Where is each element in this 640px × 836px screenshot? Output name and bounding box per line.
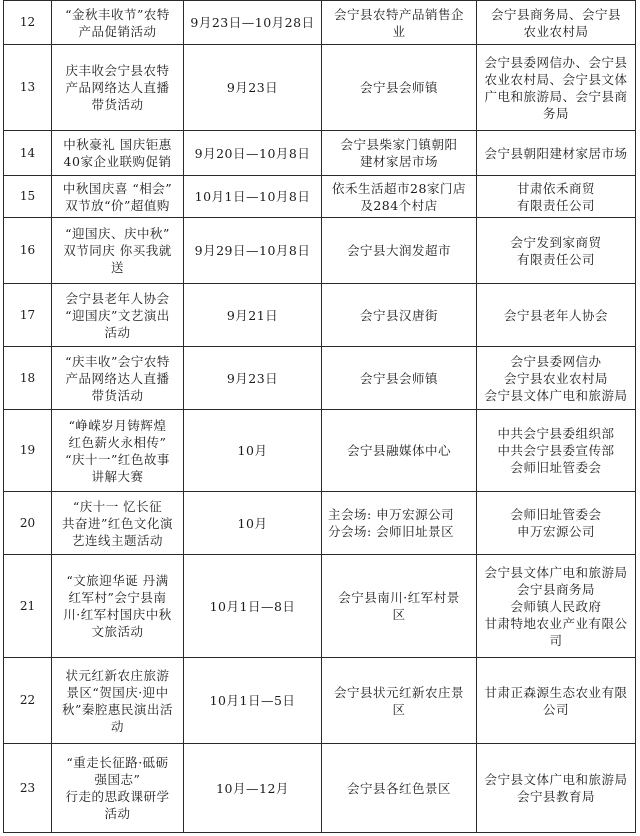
event-name: “迎国庆、庆中秋” 双节同庆 你买我就 送 (52, 218, 184, 284)
event-name: 庆丰收会宁县农特 产品网络达人直播 带货活动 (52, 45, 184, 131)
row-number: 17 (4, 284, 52, 347)
event-location: 会宁县大润发超市 (322, 218, 477, 284)
row-number: 22 (4, 658, 52, 744)
events-table (3, 0, 636, 833)
event-location: 依禾生活超市28家门店 及284个村店 (322, 176, 477, 218)
event-location: 会宁县农特产品销售企 业 (322, 1, 477, 45)
event-name: “庆十一 忆长征 共奋进”红色文化演 艺连线主题活动 (52, 492, 184, 555)
row-number: 21 (4, 555, 52, 658)
table-row (4, 744, 636, 833)
table-row (4, 1, 636, 45)
table-row (4, 347, 636, 410)
row-number: 14 (4, 131, 52, 176)
event-location: 会宁县融媒体中心 (322, 410, 477, 492)
event-organizer: 甘肃依禾商贸 有限责任公司 (477, 176, 636, 218)
event-organizer: 会宁发到家商贸 有限责任公司 (477, 218, 636, 284)
event-name: 会宁县老年人协会 “迎国庆”文艺演出 活动 (52, 284, 184, 347)
event-name: “庆丰收”会宁农特 产品网络达人直播 带货活动 (52, 347, 184, 410)
event-name: “文旅迎华诞 丹满 红军村”会宁县南 川·红军村国庆中秋 文旅活动 (52, 555, 184, 658)
table-row (4, 176, 636, 218)
event-time: 9月23日—10月28日 (184, 1, 322, 45)
table-row (4, 284, 636, 347)
event-organizer: 会宁县文体广电和旅游局 会宁县商务局 会师镇人民政府 甘肃特地农业产业有限公司 (477, 555, 636, 658)
event-organizer: 会宁县委网信办 会宁县农业农村局 会宁县文体广电和旅游局 (477, 347, 636, 410)
event-location: 会宁县状元红新农庄景 区 (322, 658, 477, 744)
table-row (4, 131, 636, 176)
event-time: 10月1日—5日 (184, 658, 322, 744)
event-organizer: 会宁县文体广电和旅游局 会宁县教育局 (477, 744, 636, 833)
row-number: 20 (4, 492, 52, 555)
event-time: 9月23日 (184, 45, 322, 131)
table-row (4, 492, 636, 555)
event-location: 会宁县汉唐街 (322, 284, 477, 347)
event-name: 中秋国庆喜 “相会” 双节放“价”超值购 (52, 176, 184, 218)
event-name: 状元红新农庄旅游 景区“贺国庆·迎中 秋”秦腔惠民演出活 动 (52, 658, 184, 744)
event-name: 中秋豪礼 国庆钜惠 40家企业联购促销 (52, 131, 184, 176)
table-row (4, 658, 636, 744)
event-location: 主会场: 申万宏源公司 分会场: 会师旧址景区 (322, 492, 477, 555)
event-time: 10月 (184, 410, 322, 492)
event-time: 9月21日 (184, 284, 322, 347)
event-time: 9月20日—10月8日 (184, 131, 322, 176)
event-organizer: 会宁县朝阳建材家居市场 (477, 131, 636, 176)
event-time: 9月23日 (184, 347, 322, 410)
event-location: 会宁县会师镇 (322, 347, 477, 410)
row-number: 12 (4, 1, 52, 45)
event-time: 10月—12月 (184, 744, 322, 833)
event-organizer: 会宁县商务局、会宁县 农业农村局 (477, 1, 636, 45)
table-row (4, 218, 636, 284)
event-organizer: 中共会宁县委组织部 中共会宁县委宣传部 会师旧址管委会 (477, 410, 636, 492)
row-number: 18 (4, 347, 52, 410)
event-location: 会宁县会师镇 (322, 45, 477, 131)
event-organizer: 会宁县委网信办、会宁县 农业农村局、会宁县文体 广电和旅游局、会宁县商 务局 (477, 45, 636, 131)
event-name: “金秋丰收节”农特 产品促销活动 (52, 1, 184, 45)
event-time: 10月1日—8日 (184, 555, 322, 658)
event-organizer: 甘肃正森源生态农业有限 公司 (477, 658, 636, 744)
event-location: 会宁县南川·红军村景 区 (322, 555, 477, 658)
table-row (4, 555, 636, 658)
event-organizer: 会宁县老年人协会 (477, 284, 636, 347)
event-time: 10月1日—10月8日 (184, 176, 322, 218)
row-number: 19 (4, 410, 52, 492)
event-location: 会宁县各红色景区 (322, 744, 477, 833)
event-location: 会宁县柴家门镇朝阳 建材家居市场 (322, 131, 477, 176)
event-organizer: 会师旧址管委会 申万宏源公司 (477, 492, 636, 555)
row-number: 23 (4, 744, 52, 833)
table-row (4, 45, 636, 131)
row-number: 16 (4, 218, 52, 284)
event-name: “重走长征路·砥砺 强国志” 行走的思政课研学 活动 (52, 744, 184, 833)
table-row (4, 410, 636, 492)
row-number: 13 (4, 45, 52, 131)
row-number: 15 (4, 176, 52, 218)
event-time: 9月29日—10月8日 (184, 218, 322, 284)
event-name: “峥嵘岁月铸辉煌 红色薪火永相传” “庆十一”红色故事 讲解大赛 (52, 410, 184, 492)
event-time: 10月 (184, 492, 322, 555)
